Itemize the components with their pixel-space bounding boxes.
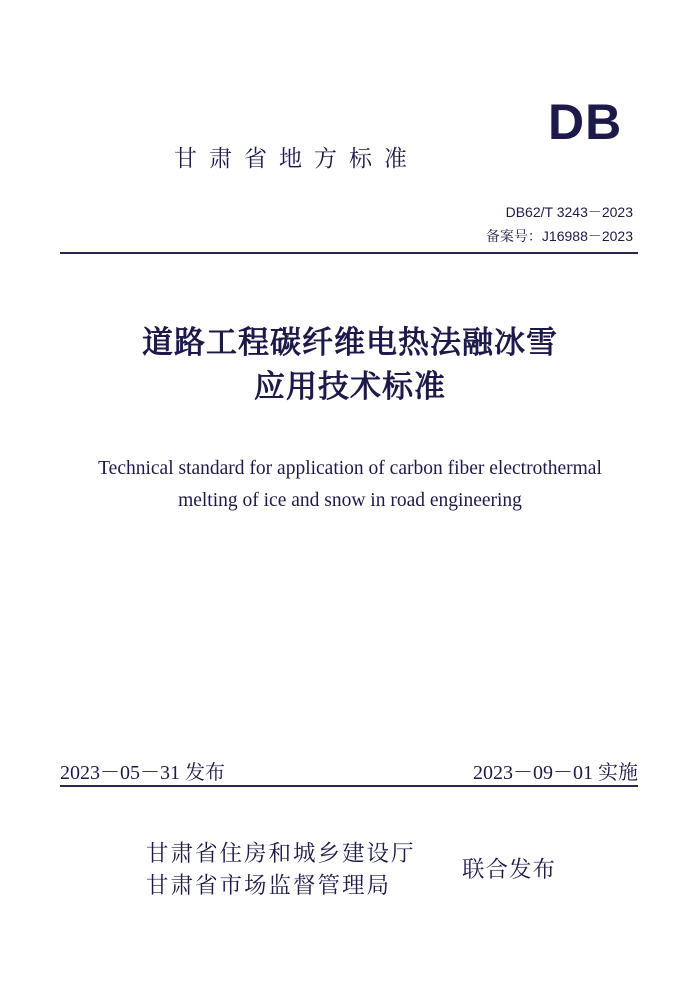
- implementation-date: 2023－09－01 实施: [473, 762, 638, 784]
- top-divider: [60, 252, 638, 254]
- title-en-line1: Technical standard for application of carbon fiber electrothermal: [98, 458, 602, 479]
- issue-date: 2023－05－31 发布: [60, 762, 225, 784]
- title-en-line2: melting of ice and snow in road engineering: [178, 490, 522, 511]
- title-cn-line1: 道路工程碳纤维电热法融冰雪: [142, 325, 558, 361]
- issuer-housing-department: 甘肃省住房和城乡建设厅: [146, 841, 416, 867]
- db-mark: DB: [548, 94, 623, 150]
- issuer-market-bureau: 甘肃省市场监督管理局: [146, 873, 392, 899]
- standard-number: DB62/T 3243－2023: [505, 204, 633, 220]
- standard-category: 甘肃省地方标准: [174, 146, 419, 172]
- joint-issue-label: 联合发布: [462, 857, 557, 883]
- filing-number: 备案号：J16988－2023: [485, 228, 633, 244]
- title-cn-line2: 应用技术标准: [254, 369, 446, 405]
- bottom-divider: [60, 785, 638, 787]
- code-block: [486, 200, 633, 248]
